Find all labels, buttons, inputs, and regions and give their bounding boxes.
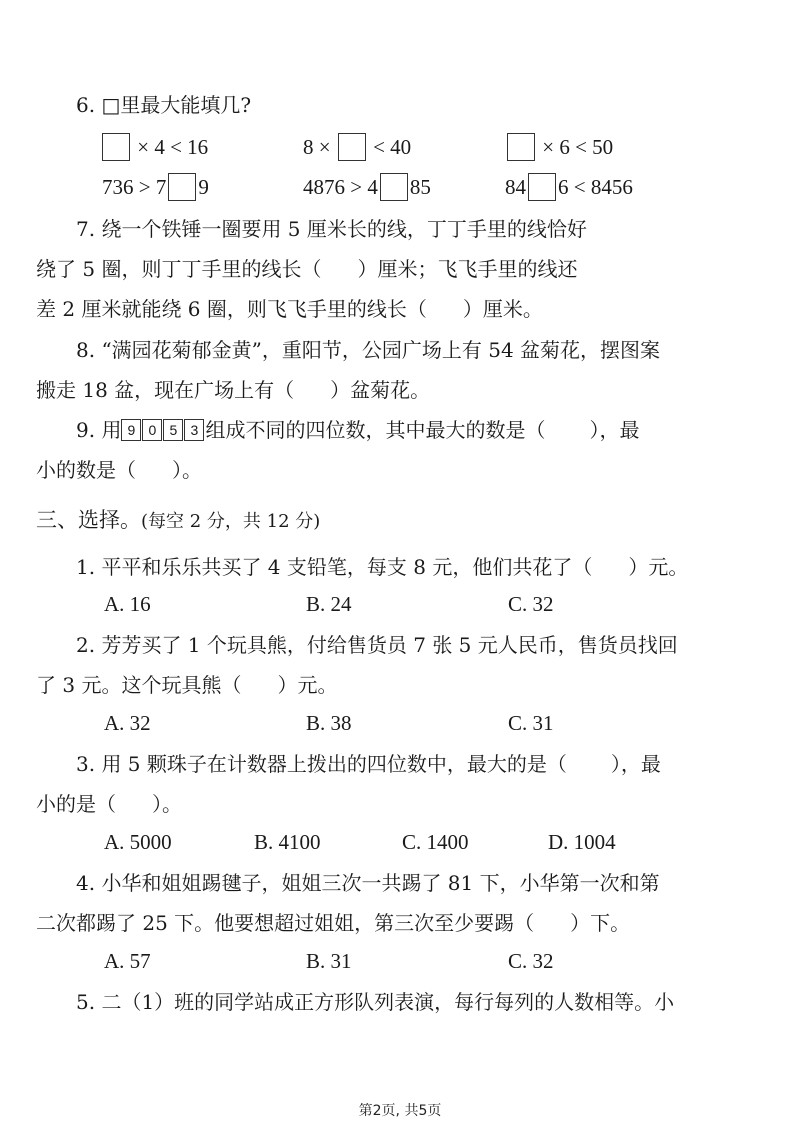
c2-line2 bbox=[36, 668, 337, 702]
q7-line2 bbox=[36, 252, 577, 286]
c4-option-a[interactable]: A. 57 bbox=[104, 949, 151, 973]
c1-option-b[interactable]: B. 24 bbox=[306, 592, 352, 616]
digit-card: 9 bbox=[121, 419, 141, 441]
answer-box[interactable] bbox=[338, 133, 366, 161]
c3-line2 bbox=[36, 787, 182, 821]
digit-card: 5 bbox=[163, 419, 183, 441]
q8-line2 bbox=[36, 373, 430, 407]
q6-r2a-before: 736 > 7 bbox=[102, 175, 167, 199]
q7-l2b: ）厘米；飞飞手里的线还 bbox=[357, 257, 578, 281]
digit-card: 3 bbox=[184, 419, 204, 441]
c1-stem-b: ）元。 bbox=[628, 555, 689, 579]
c4-option-b[interactable]: B. 31 bbox=[306, 949, 352, 973]
c3-option-a[interactable]: A. 5000 bbox=[104, 830, 172, 854]
c3-l1b: ），最 bbox=[610, 752, 661, 776]
q7-l2a: 绕了 5 圈，则丁丁手里的线长（ bbox=[36, 257, 322, 281]
c3-option-b[interactable]: B. 4100 bbox=[254, 830, 321, 854]
q8-l2b: ）盆菊花。 bbox=[330, 378, 431, 402]
c2-option-b[interactable]: B. 38 bbox=[306, 711, 352, 735]
q6-r2c-before: 84 bbox=[505, 175, 526, 199]
q6-title: 6. □里最大能填几? bbox=[76, 93, 252, 117]
q6-r1a-text: × 4 < 16 bbox=[137, 135, 209, 159]
q9-l1b: 组成不同的四位数，其中最大的数是（ bbox=[205, 418, 546, 442]
q7-l3b: ）厘米。 bbox=[462, 297, 543, 321]
q6-row2-c bbox=[505, 170, 633, 204]
c5-line1: 5. 二（1）班的同学站成正方形队列表演，每行每列的人数相等。小 bbox=[76, 990, 675, 1014]
q9-prefix: 9. 用 bbox=[76, 418, 122, 442]
q6-r2a-after: 9 bbox=[198, 175, 209, 199]
q6-r1b-before: 8 × bbox=[303, 135, 331, 159]
q7-line3 bbox=[36, 292, 543, 326]
c3-l2b: ）。 bbox=[152, 792, 182, 816]
c3-l2a: 小的是（ bbox=[36, 792, 116, 816]
section-3-heading bbox=[36, 503, 320, 537]
c2-l2b: ）元。 bbox=[277, 673, 338, 697]
q6-row1-a bbox=[100, 130, 208, 164]
q6-row2-a bbox=[102, 170, 209, 204]
section-3-title: 三、选择。 bbox=[36, 508, 141, 532]
c3-line1 bbox=[76, 747, 661, 781]
c3-option-c[interactable]: C. 1400 bbox=[402, 830, 469, 854]
c4-line1: 4. 小华和姐姐踢毽子，姐姐三次一共踢了 81 下，小华第一次和第 bbox=[76, 871, 660, 895]
q6-r2c-after: 6 < 8456 bbox=[558, 175, 633, 199]
c1-stem bbox=[76, 550, 688, 584]
c4-line2 bbox=[36, 906, 630, 940]
answer-box[interactable] bbox=[507, 133, 535, 161]
c4-option-c[interactable]: C. 32 bbox=[508, 949, 554, 973]
c4-l2a: 二次都踢了 25 下。他要想超过姐姐，第三次至少要踢（ bbox=[36, 911, 535, 935]
digit-card: 0 bbox=[142, 419, 162, 441]
c2-line1: 2. 芳芳买了 1 个玩具熊，付给售货员 7 张 5 元人民币，售货员找回 bbox=[76, 633, 678, 657]
c1-stem-a: 1. 平平和乐乐共买了 4 支铅笔，每支 8 元，他们共花了（ bbox=[76, 555, 593, 579]
q6-row1-c bbox=[505, 130, 613, 164]
q8-line1: 8. “满园花菊郁金黄”，重阳节，公园广场上有 54 盆菊花，摆图案 bbox=[76, 338, 661, 362]
c1-option-c[interactable]: C. 32 bbox=[508, 592, 554, 616]
answer-box[interactable] bbox=[102, 133, 130, 161]
q6-row2-b bbox=[303, 170, 431, 204]
q9-l1c: ），最 bbox=[589, 418, 640, 442]
c3-l1a: 3. 用 5 颗珠子在计数器上拨出的四位数中，最大的是（ bbox=[76, 752, 567, 776]
q9-l2a: 小的数是（ bbox=[36, 458, 136, 482]
q9-l2b: ）。 bbox=[172, 458, 202, 482]
c2-l2a: 了 3 元。这个玩具熊（ bbox=[36, 673, 242, 697]
q7-line1: 7. 绕一个铁锤一圈要用 5 厘米长的线，丁丁手里的线恰好 bbox=[76, 217, 587, 241]
answer-box[interactable] bbox=[528, 173, 556, 201]
c2-option-c[interactable]: C. 31 bbox=[508, 711, 554, 735]
q7-l3a: 差 2 厘米就能绕 6 圈，则飞飞手里的线长（ bbox=[36, 297, 427, 321]
answer-box[interactable] bbox=[380, 173, 408, 201]
answer-box[interactable] bbox=[168, 173, 196, 201]
section-3-note: (每空 2 分，共 12 分) bbox=[141, 511, 321, 532]
q6-r1b-after: < 40 bbox=[373, 135, 412, 159]
q8-l2a: 搬走 18 盆，现在广场上有（ bbox=[36, 378, 295, 402]
c4-l2b: ）下。 bbox=[570, 911, 631, 935]
q9-line2 bbox=[36, 453, 202, 487]
q6-r2b-before: 4876 > 4 bbox=[303, 175, 378, 199]
q6-row1-b bbox=[303, 130, 411, 164]
c3-option-d[interactable]: D. 1004 bbox=[548, 830, 616, 854]
q6-r2b-after: 85 bbox=[409, 175, 431, 199]
c1-option-a[interactable]: A. 16 bbox=[104, 592, 151, 616]
q9-line1 bbox=[76, 413, 639, 447]
q6-r1c-text: × 6 < 50 bbox=[542, 135, 614, 159]
c2-option-a[interactable]: A. 32 bbox=[104, 711, 151, 735]
page-footer: 第2页, 共5页 bbox=[358, 1103, 442, 1119]
